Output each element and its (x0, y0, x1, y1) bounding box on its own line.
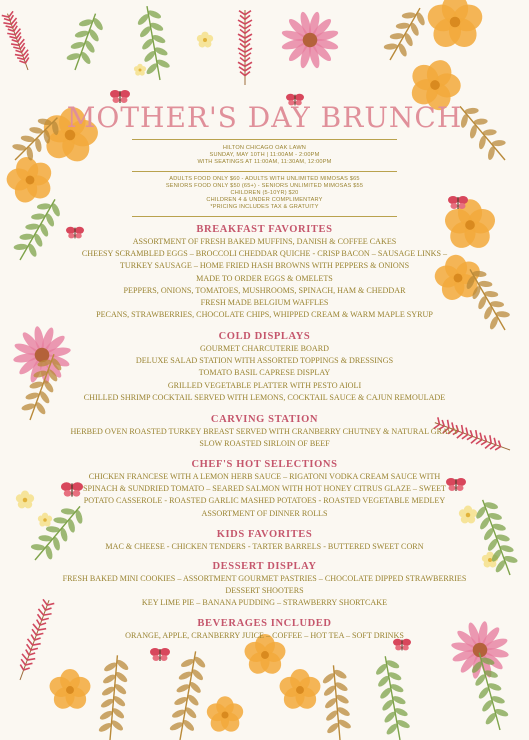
leaf-branch-icon (320, 664, 353, 740)
orange-poppy-icon (47, 669, 93, 713)
pink-astilbe-icon (238, 10, 252, 85)
section-carving-station (50, 413, 479, 450)
section-heading: CARVING STATION (210, 414, 319, 425)
menu-item: TURKEY SAUSAGE – HOME FRIED HASH BROWNS WITH PEPPERS & ONIONS (119, 261, 410, 271)
section-heading: BEVERAGES INCLUDED (197, 618, 332, 629)
yellow-blossom-icon (15, 491, 35, 510)
menu-item: MAC & CHEESE - CHICKEN TENDERS - TARTER BARRELS - BUTTERED SWEET CORN (105, 542, 424, 551)
page-title: MOTHER'S DAY BRUNCH (66, 101, 463, 134)
butterfly-icon (150, 648, 170, 661)
leaf-branch-icon (97, 654, 131, 740)
menu-item: FRESH BAKED MINI COOKIES – ASSORTMENT GOURMET PASTRIES – CHOCOLATE DIPPED STRAWBERRIES (62, 574, 467, 583)
title-divider (132, 139, 397, 140)
menu-item: CHICKEN FRANCESE WITH A LEMON HERB SAUCE – RIGATONI VODKA CREAM SAUCE WITH (88, 472, 441, 481)
menu-item: KEY LIME PIE – BANANA PUDDING – STRAWBERRY SHORTCAKE (141, 598, 388, 608)
pricing-block (80, 176, 449, 211)
venue-name: HILTON CHICAGO OAK LAWN (222, 145, 307, 151)
section-heading: BREAKFAST FAVORITES (196, 224, 333, 235)
menu-item: CHILLED SHRIMP COCKTAIL SERVED WITH LEMONS, COCKTAIL SAUCE & CAJUN REMOULADE (83, 392, 446, 402)
yellow-blossom-icon (196, 32, 214, 49)
menu-item: PECANS, STRAWBERRIES, CHOCOLATE CHIPS, WHIPPED CREAM & WARM MAPLE SYRUP (96, 310, 433, 320)
section-beverages-included (50, 617, 479, 642)
menu-item: DESSERT SHOOTERS (225, 586, 304, 596)
pricing-line: CHILDREN 4 & UNDER COMPLIMENTARY (206, 197, 323, 203)
menu-item: CHEESY SCRAMBLED EGGS – BROCCOLI CHEDDAR QUICHE - CRISP BACON – SAUSAGE LINKS – (81, 249, 448, 259)
menu-item: ASSORTMENT OF DINNER ROLLS (201, 508, 328, 518)
menu-item: ORANGE, APPLE, CRANBERRY JUICE – COFFEE – HOT TEA – SOFT DRINKS (125, 631, 404, 640)
menu-item: GRILLED VEGETABLE PLATTER WITH PESTO AIOLI (167, 380, 362, 390)
section-heading: COLD DISPLAYS (218, 331, 311, 342)
pricing-line: SENIORS FOOD ONLY $50 (65+) - SENIORS UNLIMITED MIMOSAS $55 (165, 183, 364, 189)
orange-poppy-icon (204, 696, 245, 735)
orange-poppy-icon (277, 669, 323, 713)
pink-coneflower-icon (274, 4, 345, 75)
event-details (80, 145, 449, 166)
menu-item: HERBED OVEN ROASTED TURKEY BREAST SERVED WITH CRANBERRY CHUTNEY & NATURAL GRAVY (70, 427, 459, 436)
section-chefs-hot-selections (50, 458, 479, 520)
leaf-branch-icon (62, 9, 108, 75)
pricing-note: *PRICING INCLUDES TAX & GRATUITY (210, 204, 319, 210)
menu-item: GOURMET CHARCUTERIE BOARD (200, 344, 329, 353)
event-date-time: SUNDAY, MAY 10TH | 11:00AM - 2:00PM (209, 152, 320, 158)
menu-item: POTATO CASSEROLE - ROASTED GARLIC MASHED POTATOES - ROASTED VEGETABLE MEDLEY (83, 496, 446, 506)
menu-item: PEPPERS, ONIONS, TOMATOES, MUSHROOMS, SPINACH, HAM & CHEDDAR (123, 285, 406, 295)
leaf-branch-icon (378, 1, 431, 66)
menu-item: DELUXE SALAD STATION WITH ASSORTED TOPPINGS & DRESSINGS (135, 356, 394, 366)
event-seatings: WITH SEATINGS AT 11:00AM, 11:30AM, 12:00PM (197, 159, 332, 165)
orange-poppy-icon (424, 0, 486, 52)
menu-item: SPINACH & SUNDRIED TOMATO – SEARED SALMON WITH HOT HONEY CITRUS GLAZE – SWEET (83, 484, 446, 494)
section-heading: KIDS FAVORITES (216, 529, 313, 540)
menu-item: ASSORTMENT OF FRESH BAKED MUFFINS, DANISH & COFFEE CAKES (132, 237, 397, 246)
menu-item: MADE TO ORDER EGGS & OMELETS (196, 273, 333, 283)
section-heading: DESSERT DISPLAY (212, 561, 317, 572)
section-heading: CHEF'S HOT SELECTIONS (191, 459, 338, 470)
pricing-divider (132, 216, 397, 217)
leaf-branch-icon (167, 649, 209, 740)
menu-item: TOMATO BASIL CAPRESE DISPLAY (198, 368, 331, 378)
butterfly-icon (448, 196, 468, 209)
leaf-branch-icon (372, 654, 413, 740)
section-breakfast-favorites (50, 223, 479, 321)
details-divider (132, 171, 397, 172)
menu-item: FRESH MADE BELGIUM WAFFLES (200, 298, 329, 308)
pricing-line: CHILDREN (5-10YR) $20 (230, 190, 299, 196)
menu-item: SLOW ROASTED SIRLOIN OF BEEF (199, 439, 330, 449)
yellow-blossom-icon (133, 64, 147, 77)
pink-astilbe-icon (1, 11, 35, 72)
pricing-line: ADULTS FOOD ONLY $60 - ADULTS WITH UNLIMITED MIMOSAS $65 (169, 176, 360, 182)
section-cold-displays (50, 330, 479, 404)
section-dessert-display (50, 560, 479, 610)
section-kids-favorites (50, 528, 479, 553)
